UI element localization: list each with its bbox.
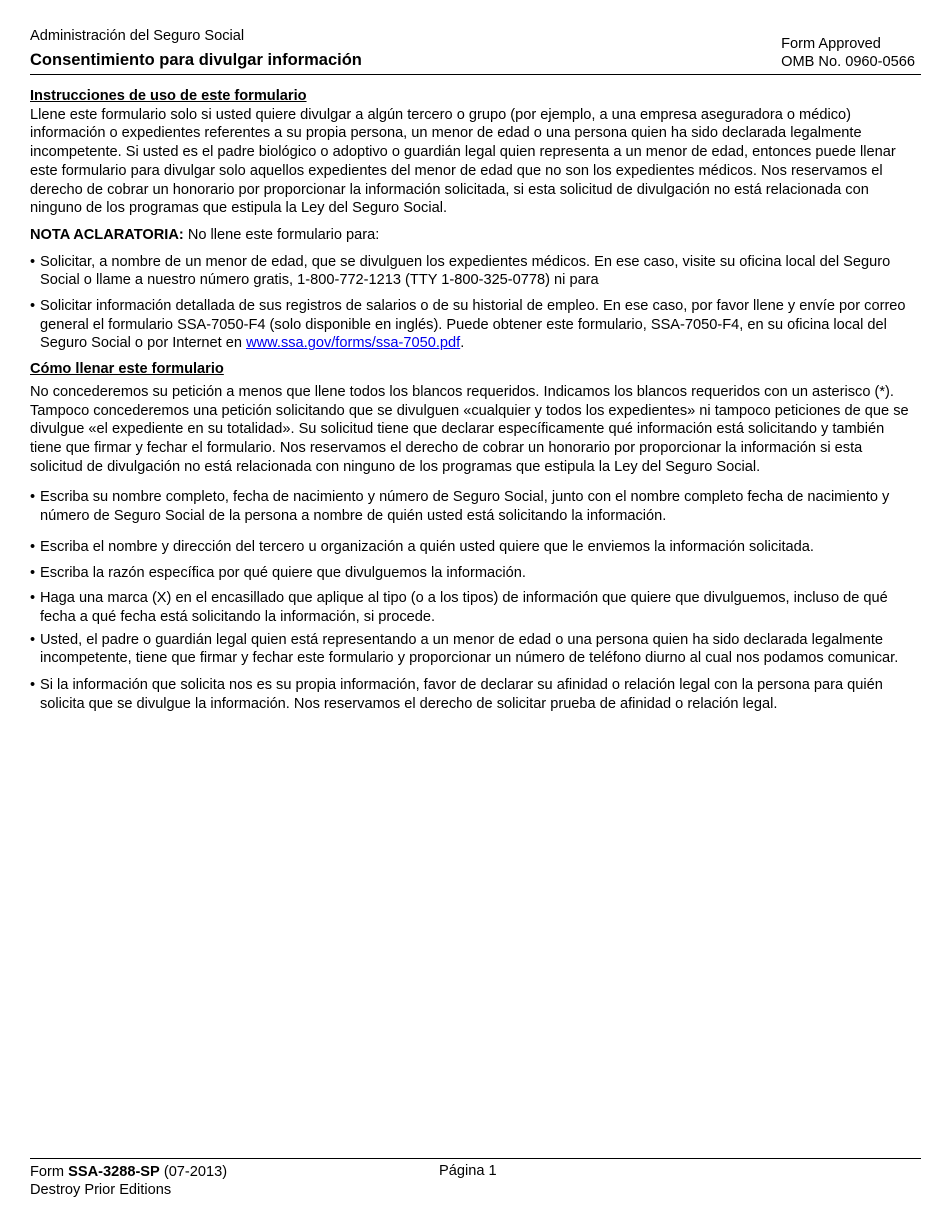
how-to-bullet-list	[30, 488, 919, 713]
instructions-paragraph: Llene este formulario solo si usted quiere divulgar a algún tercero o grupo (por ejemplo, a una empresa aseguradora o médico) información o expedientes referentes a su propia persona, un menor de edad o una persona quien ha sido declarada legalmente incompetente. Si usted es el padre biológico o adoptivo o guardián legal quien representa a un menor de edad, entonces puede llenar este formulario para divulgar solo aquellos expedientes del menor de edad que no son los expedientes médicos. Nos reservamos el derecho de cobrar un honorario por proporcionar la información solicitada, si esta solicitud de divulgación no está relacionada con ninguno de los programas que estipula la Ley del Seguro Social.	[30, 106, 896, 217]
how-to-heading: Cómo llenar este formulario	[30, 361, 224, 378]
note-bullet-list	[30, 253, 919, 354]
how-to-bullet-relationship: • Si la información que solicita nos es su propia información, favor de declarar su afinidad o relación legal con la persona para quién solicita que se divulgue la información. Nos reservamos el derecho de solicitar prueba de afinidad o relación legal.	[30, 676, 919, 713]
form-date: (07-2013)	[159, 1164, 228, 1180]
omb-approval	[781, 35, 915, 71]
instructions-heading: Instrucciones de uso de este formulario	[30, 88, 307, 104]
form-header	[30, 0, 921, 75]
ssa-7050-link[interactable]: www.ssa.gov/forms/ssa-7050.pdf	[246, 335, 461, 352]
form-prefix: Form	[30, 1164, 69, 1180]
note-bullet-earnings-text: Solicitar información detallada de sus registros de salarios o de su historial de empleo. En ese caso, por favor llene y envíe por correo general el formulario SSA-7050-F4 (solo disponible en inglés). Puede obtener este formulario, SSA-7050-F4, en su oficina local del Seguro Social o por Internet en	[40, 298, 906, 352]
form-footer	[30, 1158, 921, 1198]
note-bullet-earnings-end: .	[460, 335, 465, 352]
form-page	[30, 0, 921, 1230]
approved-label: Form Approved	[781, 36, 881, 52]
how-to-paragraph: No concederemos su petición a menos que llene todos los blancos requeridos. Indicamos los blancos requeridos con un asterisco (*). Tampoco concederemos una petición solicitando que se divulguen «cualquier y todos los expedientes» ni tampoco peticiones de que se divulgue «el expediente en su totalidad». Su solicitud tiene que declarar específicamente qué información está solicitando y también tiene que firmar y fechar el formulario. Nos reservamos el derecho de cobrar un honorario por proporcionar la información si esta solicitud de divulgación no está relacionada con ninguno de los programas que estipula la Ley del Seguro Social.	[30, 383, 909, 475]
how-to-bullet-third-party: • Escriba el nombre y dirección del tercero u organización a quién usted quiere que le enviemos la información solicitada.	[30, 538, 919, 557]
how-to-bullet-mark-box: • Haga una marca (X) en el encasillado que aplique al tipo (o a los tipos) de información que quiere que divulguemos, incluso de qué fecha a qué fecha está solicitando la información, si procede.	[30, 589, 919, 626]
form-number: SSA-3288-SP	[68, 1164, 160, 1180]
note-bullet-earnings	[30, 297, 919, 353]
how-to-bullet-signature: • Usted, el padre o guardián legal quien está representando a un menor de edad o una persona quien ha sido declarada legalmente incompetente, tiene que firmar y fechar este formulario y proporcionar un número de teléfono diurno al cual nos podamos comunicar.	[30, 631, 919, 668]
note-bullet-medical: • Solicitar, a nombre de un menor de edad, que se divulguen los expedientes médicos. En ese caso, visite su oficina local del Seguro Social o llame a nuestro número gratis, 1-800-772-1213 (TTY 1-800-325-0778) ni para	[30, 253, 919, 290]
note-label: NOTA ACLARATORIA:	[30, 226, 184, 243]
page-number: Página 1	[439, 1163, 497, 1179]
how-to-bullet-names: • Escriba su nombre completo, fecha de nacimiento y número de Seguro Social, junto con el nombre completo fecha de nacimiento y número de Seguro Social de la persona a nombre de quién usted está solicitando la información.	[30, 488, 919, 525]
omb-number: OMB No. 0960-0566	[781, 54, 915, 70]
destroy-notice: Destroy Prior Editions	[30, 1182, 172, 1198]
note-text: No llene este formulario para:	[183, 226, 380, 243]
form-content	[30, 87, 919, 713]
form-title: Consentimiento para divulgar información	[30, 51, 362, 69]
agency-name: Administración del Seguro Social	[30, 28, 245, 44]
note	[30, 226, 919, 245]
form-number-line	[30, 1163, 227, 1181]
how-to-bullet-reason: • Escriba la razón específica por qué quiere que divulguemos la información.	[30, 564, 919, 583]
footer-form-info	[30, 1163, 227, 1199]
